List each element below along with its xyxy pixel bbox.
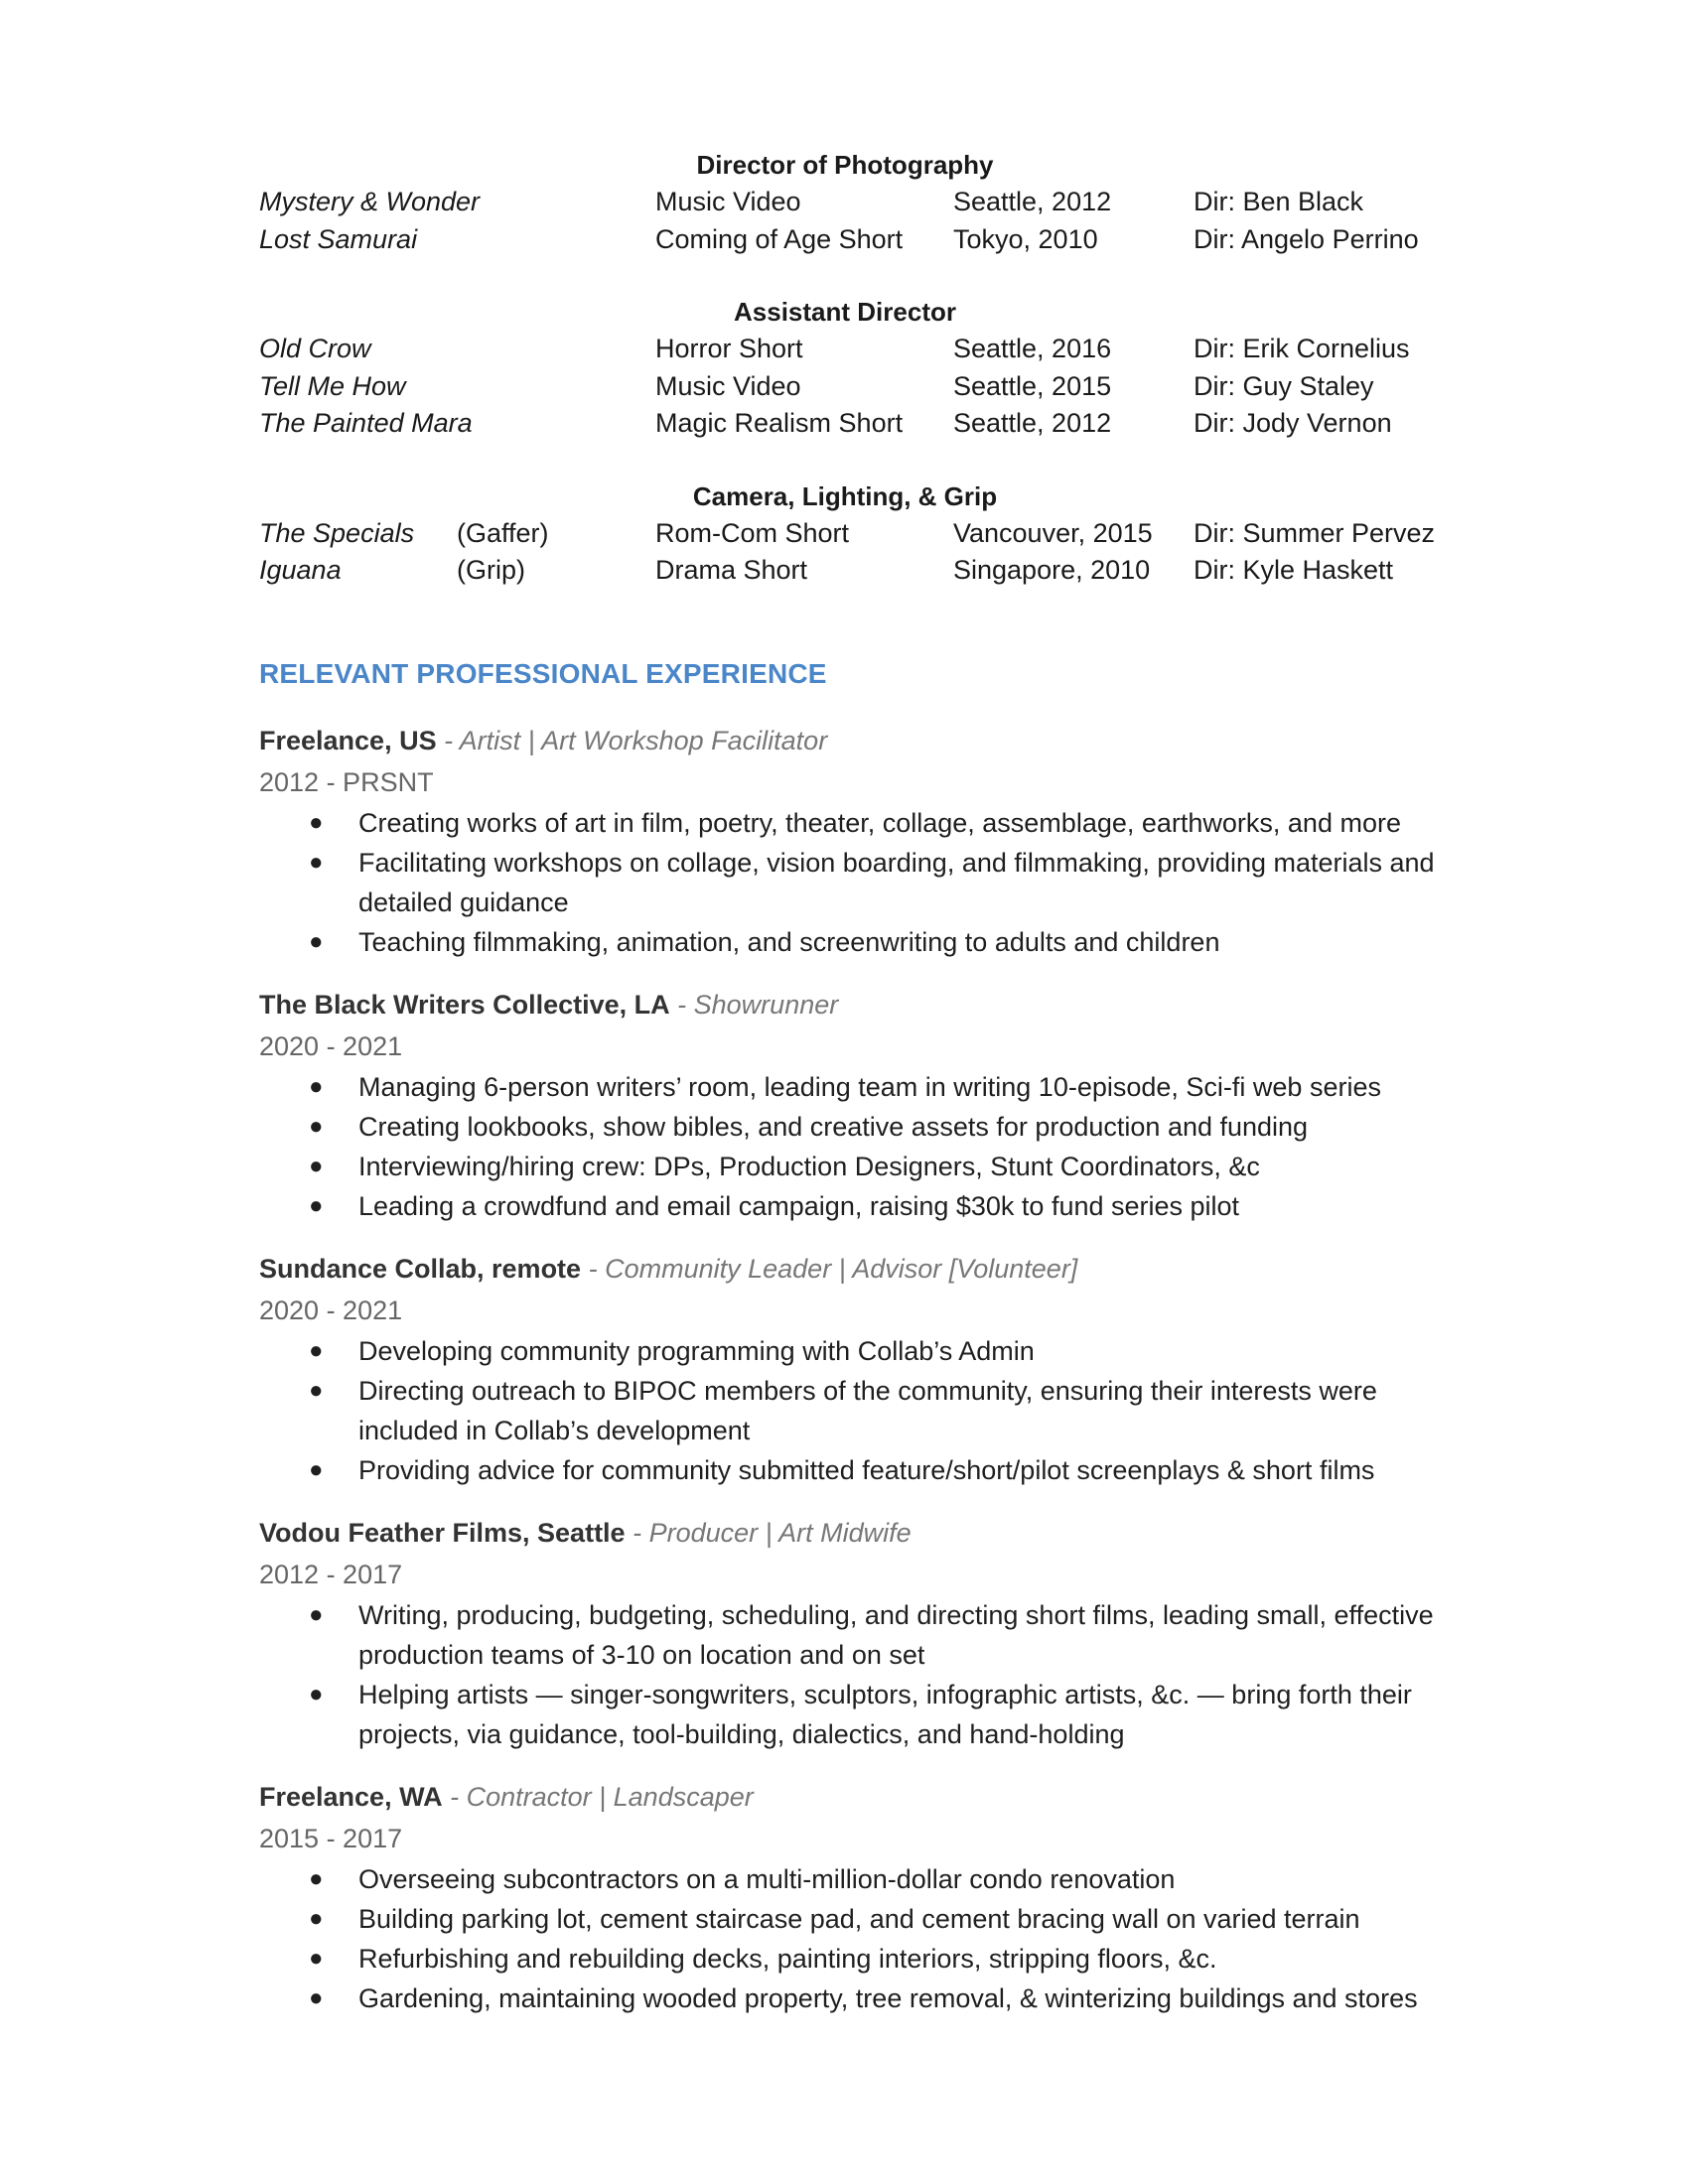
- credit-genre: Music Video: [655, 370, 801, 401]
- credit-title: Old Crow: [259, 334, 371, 363]
- credit-director: Dir: Ben Black: [1194, 187, 1364, 216]
- bullet-item: [259, 1859, 1451, 1899]
- bullet-item: [259, 1147, 1451, 1186]
- credit-category-title: Assistant Director: [734, 297, 956, 327]
- bullet-icon: ●: [309, 1113, 324, 1140]
- credit-genre: Coming of Age Short: [655, 223, 904, 254]
- experience-heading: RELEVANT PROFESSIONAL EXPERIENCE: [259, 658, 827, 689]
- bullet-text: Teaching filmmaking, animation, and screenwriting to adults and children: [358, 927, 1220, 957]
- job-entry: [259, 1248, 1451, 1490]
- credit-row: [259, 405, 1451, 443]
- credit-row: [259, 221, 1451, 259]
- credit-row: [259, 552, 1451, 590]
- bullet-text: Refurbishing and rebuilding decks, painting interiors, stripping floors, &c.: [358, 1944, 1217, 1974]
- job-bullets: [259, 1331, 1451, 1490]
- bullet-item: [259, 1675, 1451, 1754]
- bullet-item: [259, 1595, 1451, 1675]
- credit-director: Dir: Jody Vernon: [1194, 408, 1392, 438]
- credit-row: [259, 184, 1451, 221]
- credit-location: Vancouver, 2015: [953, 517, 1153, 548]
- job-organization: Freelance, WA: [259, 1782, 443, 1812]
- bullet-item: [259, 1331, 1451, 1371]
- job-separator: -: [436, 726, 460, 755]
- bullet-icon: ●: [309, 1945, 324, 1972]
- bullet-icon: ●: [309, 1601, 324, 1628]
- bullet-icon: ●: [309, 1073, 324, 1100]
- job-dates: 2020 - 2021: [259, 1296, 403, 1325]
- job-separator: -: [625, 1518, 649, 1548]
- credit-title: Lost Samurai: [259, 223, 418, 254]
- job-roles: Showrunner: [693, 990, 839, 1020]
- job-header: [259, 984, 1451, 1025]
- job-entry: [259, 1512, 1451, 1754]
- job-separator: -: [581, 1254, 606, 1284]
- bullet-text: Interviewing/hiring crew: DPs, Production Designers, Stunt Coordinators, &c: [358, 1152, 1260, 1181]
- bullet-item: [259, 1186, 1451, 1226]
- credit-location: Seattle, 2012: [953, 408, 1112, 438]
- credit-genre: Magic Realism Short: [655, 408, 904, 438]
- job-header: [259, 720, 1451, 761]
- bullet-icon: ●: [309, 1681, 324, 1707]
- job-bullets: [259, 1859, 1451, 2018]
- credit-genre: Music Video: [655, 187, 801, 216]
- job-bullets: [259, 1067, 1451, 1226]
- bullet-item: [259, 843, 1451, 922]
- credit-location: Seattle, 2012: [953, 187, 1112, 216]
- job-entry: [259, 984, 1451, 1226]
- bullet-text: Creating lookbooks, show bibles, and creative assets for production and funding: [358, 1112, 1309, 1142]
- film-credits: [259, 147, 1451, 625]
- bullet-text: Building parking lot, cement staircase pad, and cement bracing wall on varied terrain: [358, 1904, 1360, 1934]
- bullet-text: Creating works of art in film, poetry, theater, collage, assemblage, earthworks, and more: [358, 808, 1401, 838]
- bullet-text: Helping artists — singer-songwriters, sculptors, infographic artists, &c. — bring forth their projects, via guidance, tool-building, dialectics, and hand-holding: [358, 1680, 1412, 1749]
- job-header: [259, 1248, 1451, 1290]
- bullet-icon: ●: [309, 1337, 324, 1364]
- credit-location: Seattle, 2016: [953, 334, 1112, 363]
- credit-location: Singapore, 2010: [953, 555, 1151, 585]
- credit-role: (Grip): [457, 555, 525, 585]
- bullet-text: Directing outreach to BIPOC members of the community, ensuring their interests were included in Collab’s development: [358, 1376, 1377, 1445]
- bullet-item: [259, 1450, 1451, 1490]
- credit-location: Tokyo, 2010: [953, 223, 1098, 254]
- job-roles: Community Leader | Advisor [Volunteer]: [605, 1254, 1078, 1284]
- bullet-item: [259, 1979, 1451, 2018]
- credit-director: Dir: Erik Cornelius: [1194, 334, 1410, 363]
- credit-category: [259, 478, 1451, 590]
- credit-category-title: Director of Photography: [696, 150, 994, 180]
- job-roles: Contractor | Landscaper: [466, 1782, 754, 1812]
- bullet-text: Leading a crowdfund and email campaign, raising $30k to fund series pilot: [358, 1191, 1240, 1221]
- bullet-item: [259, 1899, 1451, 1939]
- credit-genre: Drama Short: [655, 555, 808, 585]
- job-organization: The Black Writers Collective, LA: [259, 990, 670, 1020]
- credit-title: Mystery & Wonder: [259, 187, 481, 216]
- bullet-icon: ●: [309, 1865, 324, 1892]
- bullet-icon: ●: [309, 849, 324, 876]
- credit-category: [259, 147, 1451, 258]
- credit-director: Dir: Angelo Perrino: [1194, 223, 1419, 254]
- job-entry: [259, 720, 1451, 962]
- experience-list: [259, 720, 1451, 2040]
- job-entry: [259, 1776, 1451, 2018]
- bullet-item: [259, 803, 1451, 843]
- bullet-text: Facilitating workshops on collage, vision boarding, and filmmaking, providing materials and detailed guidance: [358, 848, 1435, 917]
- bullet-text: Providing advice for community submitted feature/short/pilot screenplays & short films: [358, 1455, 1375, 1485]
- credit-title: Tell Me How: [259, 370, 406, 401]
- job-bullets: [259, 803, 1451, 962]
- job-roles: Artist | Art Workshop Facilitator: [459, 726, 828, 755]
- job-dates: 2015 - 2017: [259, 1824, 403, 1853]
- bullet-text: Managing 6-person writers’ room, leading team in writing 10-episode, Sci-fi web series: [358, 1072, 1381, 1102]
- bullet-text: Gardening, maintaining wooded property, tree removal, & winterizing buildings and stores: [358, 1983, 1418, 2013]
- bullet-icon: ●: [309, 1377, 324, 1404]
- bullet-item: [259, 922, 1451, 962]
- credit-genre: Rom-Com Short: [655, 517, 850, 548]
- credit-genre: Horror Short: [655, 334, 803, 363]
- job-organization: Sundance Collab, remote: [259, 1254, 582, 1284]
- credit-director: Dir: Summer Pervez: [1194, 517, 1436, 548]
- bullet-icon: ●: [309, 1984, 324, 2011]
- credit-row: [259, 515, 1451, 553]
- bullet-text: Developing community programming with Collab’s Admin: [358, 1336, 1035, 1366]
- job-header: [259, 1512, 1451, 1554]
- job-header: [259, 1776, 1451, 1818]
- credit-row: [259, 331, 1451, 368]
- bullet-icon: ●: [309, 1153, 324, 1179]
- credit-director: Dir: Kyle Haskett: [1194, 555, 1394, 585]
- bullet-text: Writing, producing, budgeting, scheduling, and directing short films, leading small, effective production teams of 3-10 on location and on set: [358, 1600, 1434, 1670]
- bullet-text: Overseeing subcontractors on a multi-million-dollar condo renovation: [358, 1864, 1176, 1894]
- credit-title: The Specials: [259, 517, 415, 548]
- bullet-icon: ●: [309, 809, 324, 836]
- job-separator: -: [442, 1782, 467, 1812]
- job-dates: 2012 - 2017: [259, 1560, 403, 1589]
- credit-category: [259, 294, 1451, 443]
- credit-director: Dir: Guy Staley: [1194, 370, 1374, 401]
- bullet-icon: ●: [309, 1456, 324, 1483]
- bullet-icon: ●: [309, 1192, 324, 1219]
- job-separator: -: [669, 990, 694, 1020]
- job-dates: 2012 - PRSNT: [259, 767, 434, 797]
- bullet-item: [259, 1067, 1451, 1107]
- credit-title: The Painted Mara: [259, 408, 473, 438]
- bullet-item: [259, 1939, 1451, 1979]
- job-roles: Producer | Art Midwife: [648, 1518, 912, 1548]
- credit-role: (Gaffer): [457, 517, 549, 548]
- bullet-icon: ●: [309, 1905, 324, 1932]
- credit-category-title: Camera, Lighting, & Grip: [692, 480, 998, 511]
- job-bullets: [259, 1595, 1451, 1754]
- credit-row: [259, 368, 1451, 406]
- job-organization: Vodou Feather Films, Seattle: [259, 1518, 626, 1548]
- bullet-icon: ●: [309, 928, 324, 955]
- bullet-item: [259, 1371, 1451, 1450]
- bullet-item: [259, 1107, 1451, 1147]
- credit-title: Iguana: [259, 555, 342, 585]
- credit-location: Seattle, 2015: [953, 370, 1112, 401]
- job-dates: 2020 - 2021: [259, 1031, 403, 1061]
- job-organization: Freelance, US: [259, 726, 437, 755]
